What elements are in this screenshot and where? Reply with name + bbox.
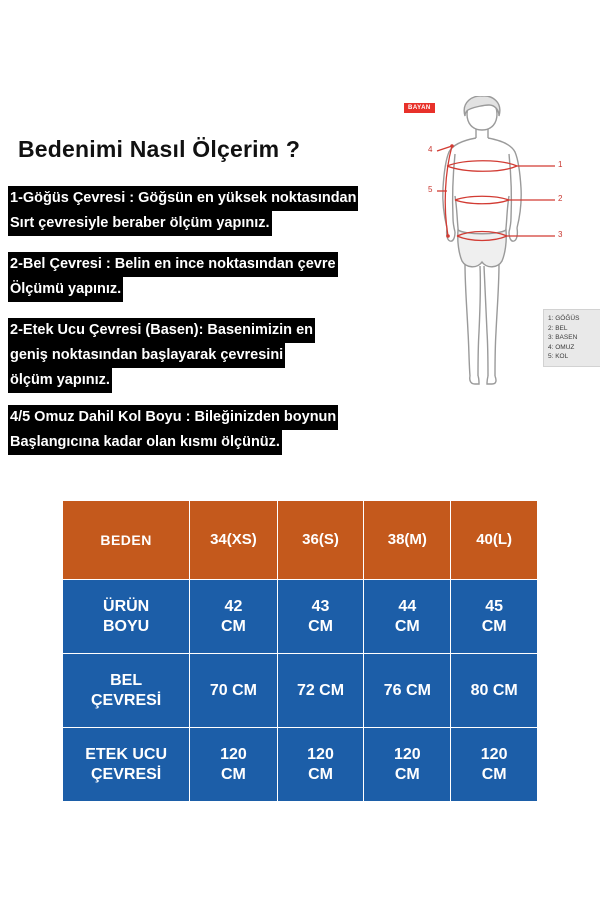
marker-2-label: 2 [558,194,563,203]
instruction-line: 1-Göğüs Çevresi : Göğsün en yüksek noktasından [8,186,358,211]
cell-etek-ucu-40 [451,728,538,802]
cell-urun-boyu-34 [190,580,277,654]
table-header-size-3: 38(M) [364,501,451,580]
cell-line: 80 CM [470,681,518,699]
cell-line: 43 [311,597,330,615]
table-header-row [63,501,538,580]
legend-item: 3: BASEN [548,334,578,341]
cell-unit: CM [481,617,507,635]
table-row [63,580,538,654]
row-label-etek-ucu-cevresi [63,728,190,802]
table-row [63,728,538,802]
cell-unit: CM [394,617,420,635]
cell-unit: CM [221,765,246,783]
instruction-line: ölçüm yapınız. [8,368,112,393]
cell-etek-ucu-36 [277,728,364,802]
cell-urun-boyu-40 [451,580,538,654]
marker-4-label: 4 [428,145,433,154]
size-table [62,500,538,802]
measurement-figure [395,96,595,392]
cell-etek-ucu-34 [190,728,277,802]
cell-line: 120 [220,745,247,763]
figure-legend [543,309,600,367]
row-label-line: ÇEVRESİ [91,765,162,783]
cell-line: 45 [485,597,504,615]
row-label-line: ETEK UCU [85,745,168,763]
cell-line: 120 [393,745,421,763]
cell-etek-ucu-38 [364,728,451,802]
cell-unit: CM [221,617,246,635]
cell-unit: CM [481,765,507,783]
table-row [63,654,538,728]
cell-bel-cevresi-36 [277,654,364,728]
cell-line: 72 CM [296,681,345,699]
instruction-line: 4/5 Omuz Dahil Kol Boyu : Bileğinizden boynun [8,405,338,430]
instruction-line: 2-Bel Çevresi : Belin en ince noktasından çevre [8,252,338,277]
cell-urun-boyu-38 [364,580,451,654]
instruction-waist [8,252,404,302]
cell-line: 120 [307,745,334,763]
page-title: Bedenimi Nasıl Ölçerim ? [18,136,301,162]
instruction-sleeve [8,405,404,455]
cell-urun-boyu-36 [277,580,364,654]
instruction-line: Başlangıcına kadar olan kısmı ölçünüz. [8,430,282,455]
cell-bel-cevresi-40 [451,654,538,728]
cell-line: 70 CM [209,681,257,699]
legend-item: 1: GÖĞÜS [548,315,580,322]
table-header-size-4: 40(L) [451,501,538,580]
cell-bel-cevresi-38 [364,654,451,728]
instruction-line: 2-Etek Ucu Çevresi (Basen): Basenimizin en [8,318,315,343]
marker-1-label: 1 [558,160,563,169]
cell-line: 42 [224,597,243,615]
table-header-size-1: 34(XS) [190,501,277,580]
figure-badge-label: BAYAN [404,103,435,113]
marker-5-label: 5 [428,185,433,194]
instruction-line: geniş noktasından başlayarak çevresini [8,343,285,368]
row-label-line: BOYU [103,617,150,635]
row-label-line: BEL [110,671,143,689]
row-label-urun-boyu [63,580,190,654]
cell-bel-cevresi-34 [190,654,277,728]
cell-line: 44 [398,597,417,615]
row-label-bel-cevresi [63,654,190,728]
cell-line: 76 CM [383,681,431,699]
instruction-line: Sırt çevresiyle beraber ölçüm yapınız. [8,211,272,236]
instruction-chest [8,186,404,236]
row-label-line: ÜRÜN [103,597,150,615]
legend-item: 2: BEL [548,324,568,332]
legend-item: 5: KOL [548,353,569,360]
cell-unit: CM [308,765,333,783]
row-label-line: ÇEVRESİ [91,691,162,709]
cell-unit: CM [308,617,333,635]
table-header-beden: BEDEN [63,501,190,580]
cell-line: 120 [480,745,508,763]
cell-unit: CM [394,765,420,783]
table-header-size-2: 36(S) [277,501,364,580]
marker-3-label: 3 [558,230,563,239]
instruction-hem [8,318,404,393]
instruction-line: Ölçümü yapınız. [8,277,123,302]
legend-item: 4: OMUZ [548,343,575,351]
